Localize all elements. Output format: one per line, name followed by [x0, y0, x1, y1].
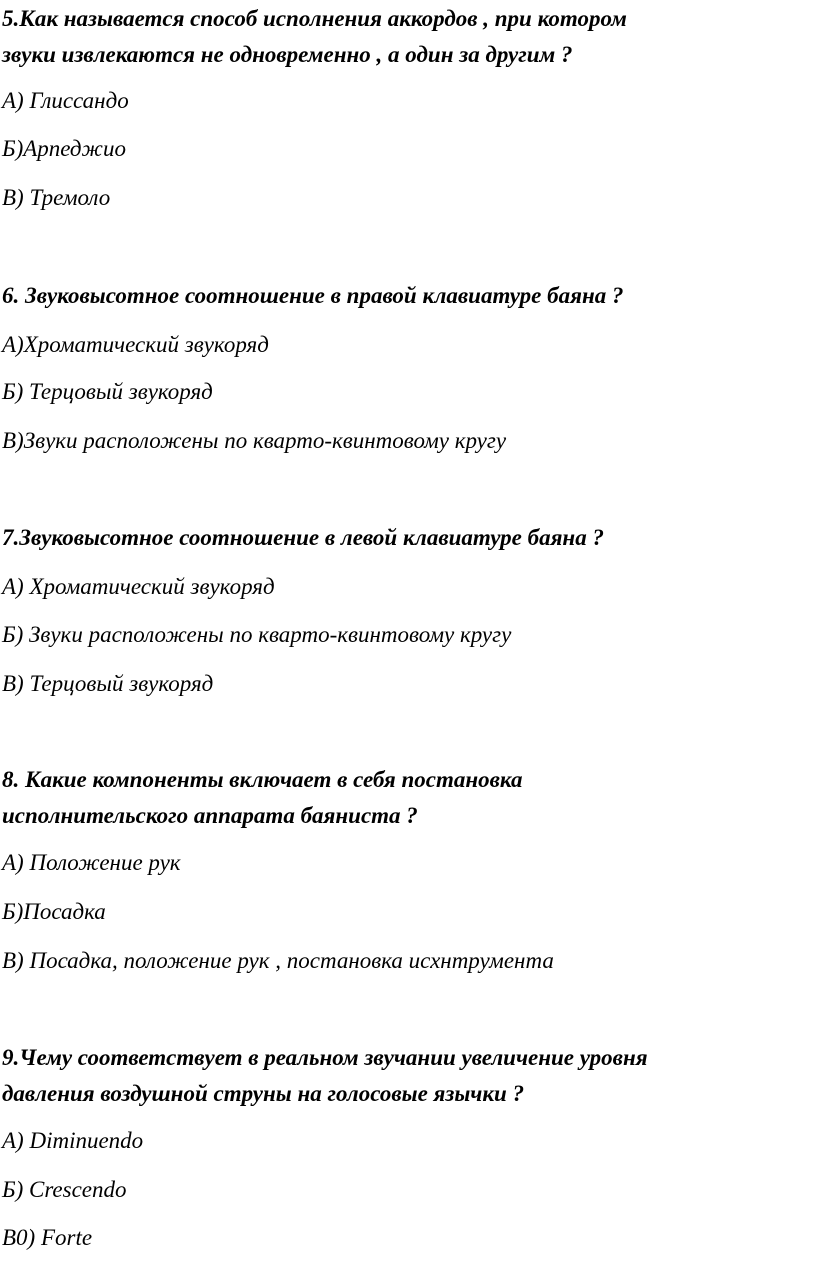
question-6-option-c: В)Звуки расположены по кварто-квинтовому кругу: [2, 428, 507, 453]
question-7-line-1: 7.Звуковысотное соотношение в левой клавиатуре баяна ?: [2, 525, 604, 550]
question-6-option-a: А)Хроматический звукоряд: [2, 332, 269, 357]
question-7-option-a: А) Хроматический звукоряд: [2, 574, 275, 599]
question-5-line-2: звуки извлекаются не одновременно , а один за другим ?: [2, 42, 573, 67]
question-9-option-b: Б) Crescendo: [2, 1177, 127, 1202]
question-5-line-1: 5.Как называется способ исполнения аккордов , при котором: [2, 6, 627, 31]
question-9-option-a: А) Diminuendo: [2, 1128, 144, 1153]
question-8-option-a: А) Положение рук: [2, 850, 181, 875]
question-5-option-a: А) Глиссандо: [2, 88, 129, 113]
question-5-option-c: В) Тремоло: [2, 185, 111, 210]
question-9-option-c: В0) Forte: [2, 1225, 93, 1250]
question-7-option-b: Б) Звуки расположены по кварто-квинтовому кругу: [2, 622, 512, 647]
question-8-option-c: В) Посадка, положение рук , постановка исхнтрумента: [2, 948, 554, 973]
question-9-line-1: 9.Чему соответствует в реальном звучании увеличение уровня: [2, 1045, 648, 1070]
question-6-option-b: Б) Терцовый звукоряд: [2, 379, 213, 404]
question-8-option-b: Б)Посадка: [2, 899, 106, 924]
question-7-option-c: В) Терцовый звукоряд: [2, 671, 214, 696]
question-5-option-b: Б)Арпеджио: [2, 136, 126, 161]
question-6-line-1: 6. Звуковысотное соотношение в правой клавиатуре баяна ?: [2, 283, 624, 308]
question-9-line-2: давления воздушной струны на голосовые язычки ?: [2, 1081, 525, 1106]
question-8-line-1: 8. Какие компоненты включает в себя постановка: [2, 767, 523, 792]
question-8-line-2: исполнительского аппарата баяниста ?: [2, 803, 418, 828]
